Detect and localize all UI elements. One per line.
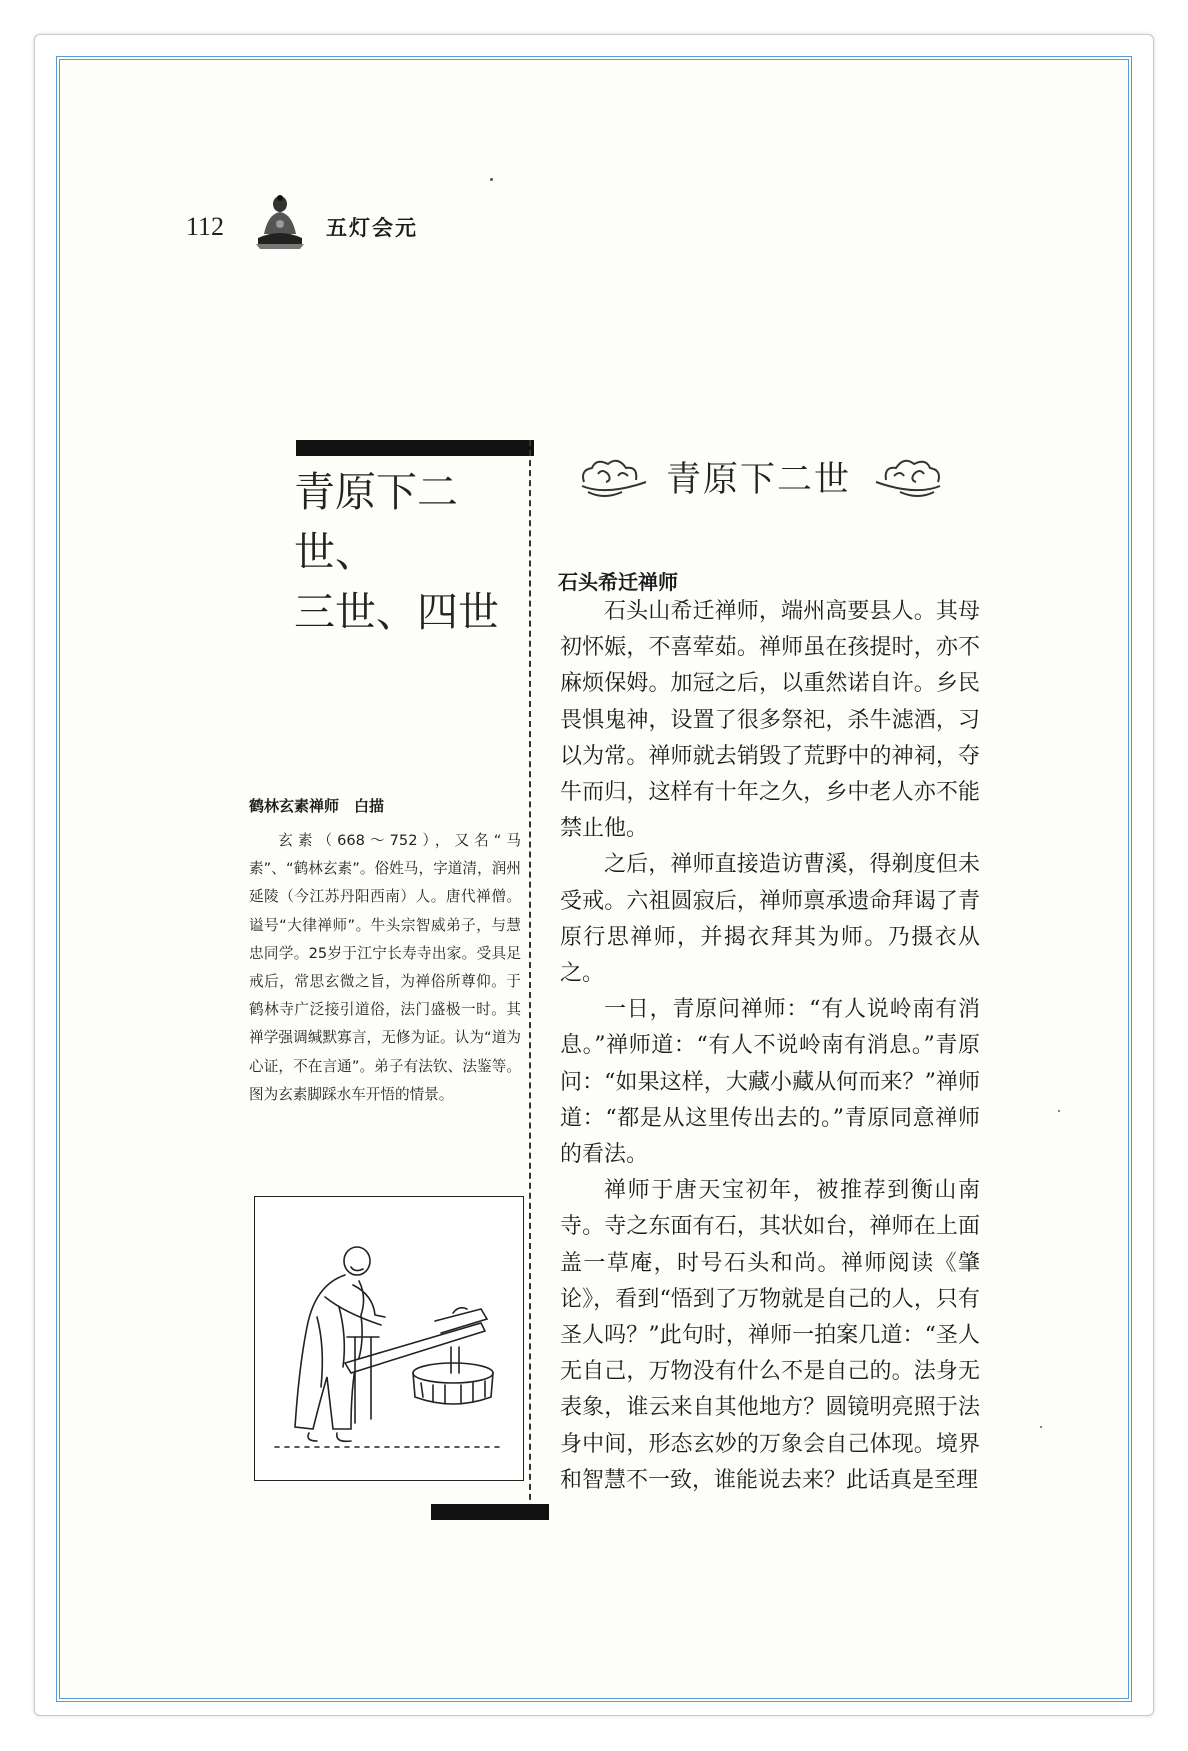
- subsection-title: 石头希迁禅师: [558, 570, 678, 594]
- scan-speck: [1040, 1426, 1042, 1428]
- cloud-ornament-left-icon: [576, 452, 652, 502]
- section-title-line-1: 青原下二世、: [294, 468, 458, 576]
- scan-speck: [1058, 1110, 1060, 1112]
- buddha-icon: [254, 194, 306, 250]
- paragraph: 石头山希迁禅师，端州高要县人。其母初怀娠，不喜荤茹。禅师虽在孩提时，亦不麻烦保姆。加冠之后，以重然诺自许。乡民畏惧鬼神，设置了很多祭祀，杀牛滤酒，习以为常。禅师就去销毁了荒野中的神祠，夺牛而归，这样有十年之久，乡中老人亦不能禁止他。: [560, 599, 980, 842]
- book-title: 五灯会元: [326, 215, 418, 240]
- section-title-line-2: 三世、四世: [294, 588, 499, 636]
- scan-speck: [490, 178, 493, 181]
- caption-body: 玄素（668～752），又名“马素”、“鹤林玄素”。俗姓马，字道清，润州延陵（今江苏丹阳西南）人。唐代禅僧。谥号“大律禅师”。牛头宗智威弟子，与慧忠同学。25岁于江宁长寿寺出家。受具足戒后，常思玄微之旨，为禅俗所尊仰。于鹤林寺广泛接引道俗，法门盛极一时。其禅学强调缄默寡言，无修为证。认为“道为心证，不在言通”。弟子有法钦、法鉴等。图为玄素脚踩水车开悟的情景。: [249, 832, 521, 1103]
- paragraph: 禅师于唐天宝初年，被推荐到衡山南寺。寺之东面有石，其状如台，禅师在上面盖一草庵，时号石头和尚。禅师阅读《肇论》，看到“悟到了万物就是自己的人，只有圣人吗？”此句时，禅师一拍案几道：“圣人无自己，万物没有什么不是自己的。法身无表象，谁云来自其他地方？圆镜明亮照于法身中间，形态玄妙的万象会自己体现。境界和智慧不一致，谁能说去来？此话真是至理: [560, 1178, 980, 1493]
- caption-heading: 鹤林玄素禅师 白描: [249, 797, 385, 815]
- page-number: 112: [186, 212, 225, 241]
- section-bar-bottom: [431, 1504, 549, 1520]
- chapter-title: 青原下二世: [666, 460, 852, 500]
- section-title: [294, 462, 534, 642]
- paragraph: 一日，青原问禅师：“有人说岭南有消息。”禅师道：“有人不说岭南有消息。”青原问：“如果这样，大藏小藏从何而来？”禅师道：“都是从这里传出去的。”青原同意禅师的看法。: [560, 997, 980, 1168]
- body-text: [560, 594, 980, 1499]
- illustration-drawing: [255, 1197, 523, 1480]
- cloud-ornament-right-icon: [870, 452, 946, 502]
- paragraph: 之后，禅师直接造访曹溪，得剃度但未受戒。六祖圆寂后，禅师禀承遗命拜谒了青原行思禅师，并揭衣拜其为师。乃摄衣从之。: [560, 852, 980, 987]
- section-title-bar-top: [296, 440, 534, 456]
- monk-treadle-illustration: [254, 1196, 524, 1481]
